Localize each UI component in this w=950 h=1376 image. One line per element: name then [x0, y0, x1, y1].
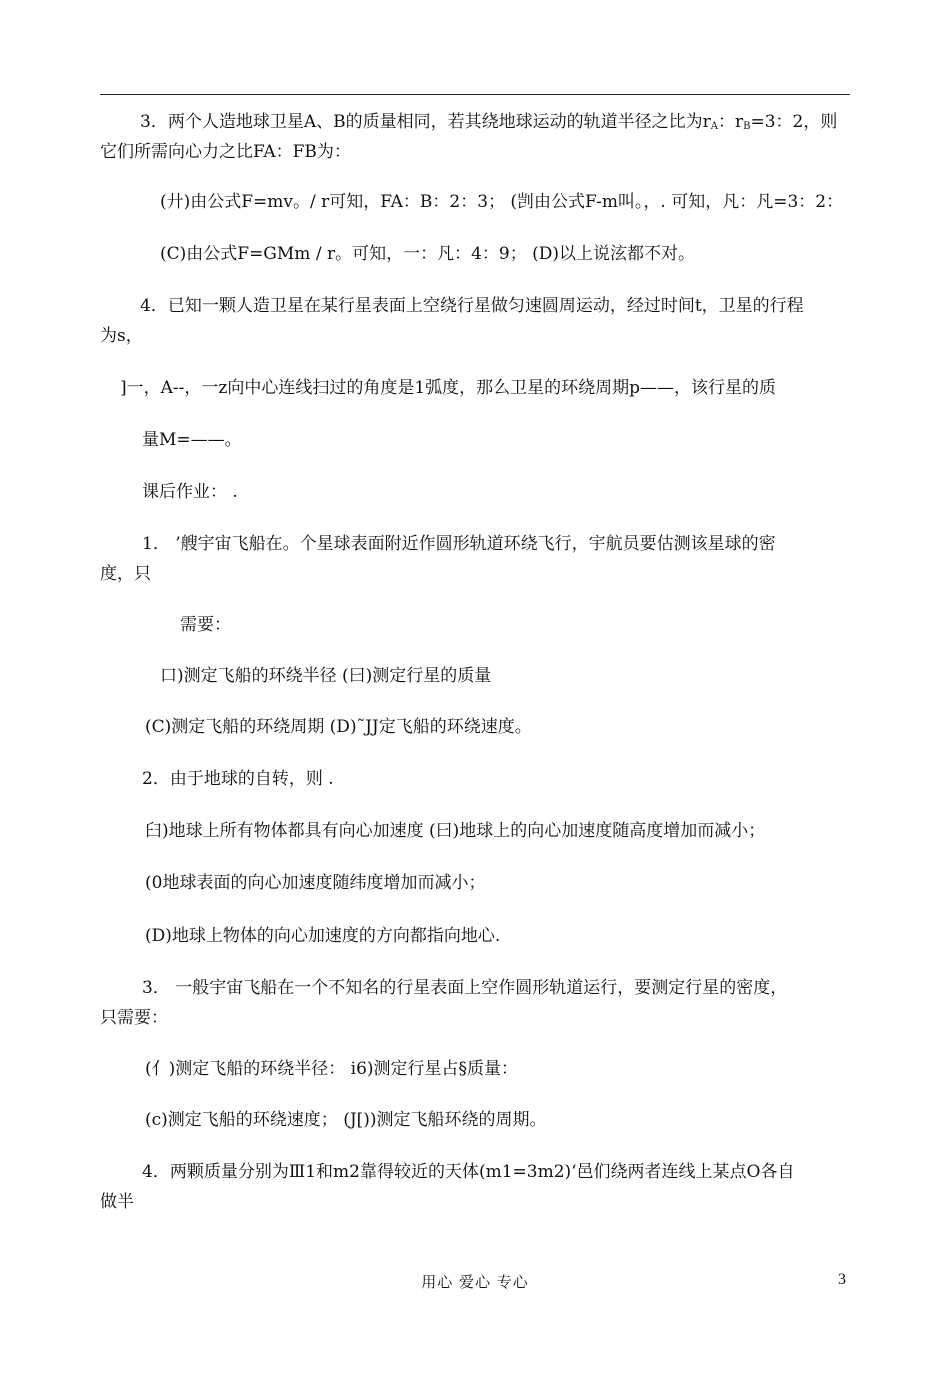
q4-line2: 为s， — [100, 326, 143, 346]
q3-line2: 它们所需向心力之比FA：FB为： — [100, 142, 351, 162]
hw1-options-ab: 口)测定飞船的环绕半径 (曰)测定行星的质量 — [160, 666, 492, 686]
hw2-options-ab: 臼)地球上所有物体都具有向心加速度 (曰)地球上的向心加速度随高度增加而减小； — [145, 821, 766, 841]
q3-line1: 3．两个人造地球卫星A、B的质量相同，若其绕地球运动的轨道半径之比为$r_A$：$r_B=3$：2，则 — [140, 112, 838, 132]
hw3-line1: 3． 一般宇宙飞船在一个不知名的行星表面上空作圆形轨道运行，要测定行星的密度， — [142, 978, 788, 998]
hw2-option-c: (0地球表面的向心加速度随纬度增加而减小； — [145, 873, 486, 893]
hw1-line1: 1． ’艘宇宙飞船在。个星球表面附近作圆形轨道环绕飞行，宇航员要估测该星球的密 — [142, 534, 776, 554]
hw3-line2: 只需要： — [100, 1008, 168, 1028]
q3-options-cd: (C)由公式F=GMm / r。可知，一：凡：4：9； (D)以上说泫都不对。 — [160, 244, 696, 264]
hw3-options-ab: (亻)测定飞船的环绕半径： i6)测定行星占§质量： — [145, 1059, 519, 1079]
footer-motto: 用心 爱心 专心 — [421, 1273, 529, 1291]
hw1-options-cd: (C)测定飞船的环绕周期 (D)˜JJ定飞船的环绕速度。 — [145, 717, 532, 737]
q3-options-ab: (廾)由公式F=mv。/ r可知，FA：B：2：3； (剀由公式F-m叫。，. 可知，凡：凡=3：2： — [160, 192, 844, 212]
hw2-option-d: (D)地球上物体的向心加速度的方向都指向地心. — [145, 926, 501, 946]
hw4-line2: 做半 — [100, 1192, 134, 1212]
hw1-line2: 度，只 — [100, 564, 151, 584]
q4-line4: 量M=——。 — [142, 430, 242, 450]
q4-line3: ]一，A--，一z向中心连线扫过的角度是1弧度，那么卫星的环绕周期p——，该行星的质 — [120, 378, 777, 398]
header-rule — [100, 94, 850, 95]
hw4-line1: 4．两颗质量分别为Ⅲ1和m2靠得较近的天体(m1=3m2)‘邑们绕两者连线上某点O各自 — [142, 1162, 795, 1182]
hw1-line3: 需要： — [180, 615, 231, 635]
page-number: 3 — [838, 1271, 846, 1288]
homework-heading: 课后作业： . — [142, 482, 238, 502]
q4-line1: 4．已知一颗人造卫星在某行星表面上空绕行星做匀速圆周运动，经过时间t，卫星的行程 — [140, 296, 804, 316]
hw3-options-cd: (c)测定飞船的环绕速度； (J[))测定飞船环绕的周期。 — [145, 1110, 547, 1130]
hw2-line1: 2．由于地球的自转，则 . — [142, 769, 334, 789]
